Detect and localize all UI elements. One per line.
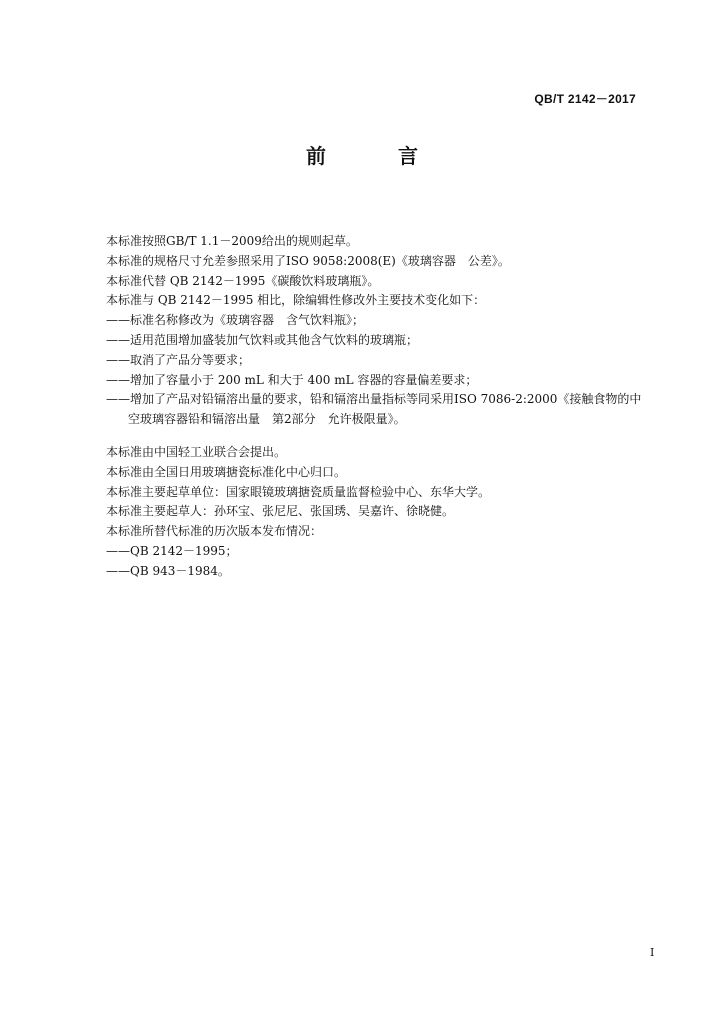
list-item: ——取消了产品分等要求； (106, 352, 251, 367)
page-number: I (650, 946, 655, 959)
paragraph: 本标准按照GB/T 1.1－2009给出的规则起草。 (106, 234, 358, 248)
paragraph: 本标准主要起草单位：国家眼镜玻璃搪瓷质量监督检验中心、东华大学。 (106, 484, 491, 499)
list-item: ——QB 943－1984。 (106, 563, 230, 578)
list-item: ——标准名称修改为《玻璃容器 含气饮料瓶》； (106, 313, 365, 328)
list-item (106, 390, 658, 430)
paragraph: 本标准的规格尺寸允差参照采用了ISO 9058:2008(E)《玻璃容器 公差》。 (106, 253, 510, 268)
foreword-section-2 (106, 443, 658, 582)
foreword-section-1 (106, 232, 658, 430)
page-title: 前 言 (306, 144, 444, 168)
list-item: ——适用范围增加盛装加气饮料或其他含气饮料的玻璃瓶； (106, 332, 419, 347)
list-item: ——QB 2142－1995； (106, 543, 238, 558)
list-item-line: ——增加了产品对铅镉溶出量的要求，铅和镉溶出量指标等同采用ISO 7086-2:2000《接触食物的中 (106, 392, 642, 407)
standard-code: QB/T 2142－2017 (534, 92, 636, 106)
paragraph: 本标准由中国轻工业联合会提出。 (106, 445, 287, 459)
list-item: ——增加了容量小于 200 mL 和大于 400 mL 容器的容量偏差要求； (106, 372, 478, 387)
paragraph: 本标准由全国日用玻璃搪瓷标准化中心归口。 (106, 464, 347, 479)
paragraph: 本标准所替代标准的历次版本发布情况： (106, 524, 323, 539)
list-item-continuation: 空玻璃容器铅和镉溶出量 第2部分 允许极限量》。 (128, 412, 406, 427)
paragraph: 本标准与 QB 2142－1995 相比，除编辑性修改外主要技术变化如下： (106, 293, 486, 308)
paragraph: 本标准主要起草人：孙环宝、张尼尼、张国琇、吴嘉许、徐晓健。 (106, 504, 455, 519)
paragraph: 本标准代替 QB 2142－1995《碳酸饮料玻璃瓶》。 (106, 273, 380, 288)
